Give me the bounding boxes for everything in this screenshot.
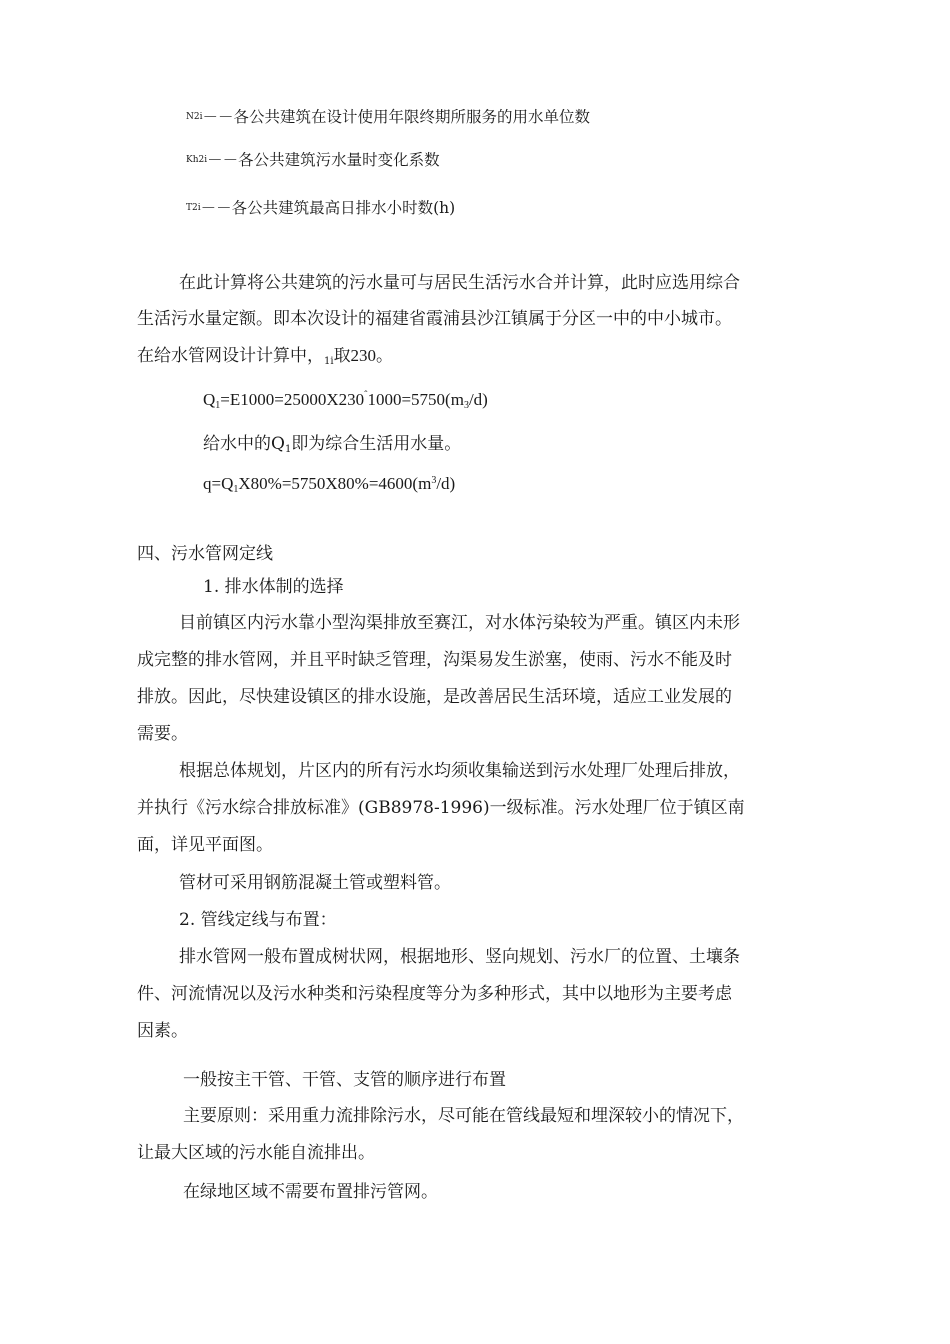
paragraph-line: 因素。: [137, 1021, 188, 1041]
paragraph-line: 管材可采用钢筋混凝土管或塑料管。: [179, 873, 451, 893]
paragraph-line: 排放。因此，尽快建设镇区的排水设施，是改善居民生活环境，适应工业发展的: [137, 687, 732, 707]
definition-text: －－各公共建筑污水量时变化系数: [207, 151, 440, 169]
paragraph-line: 并执行《污水综合排放标准》(GB8978-1996)一级标准。污水处理厂位于镇区南: [137, 798, 745, 818]
paragraph-line: 成完整的排水管网，并且平时缺乏管理，沟渠易发生淤塞，使雨、污水不能及时: [137, 650, 732, 670]
paragraph-line: 主要原则：采用重力流排除污水，尽可能在管线最短和埋深较小的情况下，: [183, 1106, 744, 1126]
definition-text: －－各公共建筑最高日排水小时数(h): [200, 199, 456, 217]
subscript: 1i: [324, 356, 334, 367]
paragraph-line: 让最大区域的污水能自流排出。: [137, 1143, 375, 1163]
symbol-t2i: T2i: [186, 203, 201, 213]
formula-q: $q=Q_1X80\%=5750X80\%=4600(m^3/d)$: [203, 474, 456, 495]
paragraph-line: 生活污水量定额。即本次设计的福建省霞浦县沙江镇属于分区一中的中小城市。: [137, 309, 732, 329]
paragraph-line: 需要。: [137, 724, 188, 744]
definition-text: －－各公共建筑在设计使用年限终期所服务的用水单位数: [202, 108, 590, 126]
paragraph-line: 在绿地区域不需要布置排污管网。: [183, 1182, 438, 1202]
paragraph-line: 面，详见平面图。: [137, 835, 273, 855]
paragraph-line: 在此计算将公共建筑的污水量可与居民生活污水合并计算，此时应选用综合: [179, 273, 740, 293]
paragraph-line: 目前镇区内污水靠小型沟渠排放至赛江，对水体污染较为严重。镇区内未形: [179, 613, 740, 633]
paragraph-line: 一般按主干管、干管、支管的顺序进行布置: [183, 1070, 506, 1090]
symbol-kh2i: Kh2i: [186, 155, 208, 165]
definition-t2i: [186, 197, 455, 219]
subsection-heading: 1. 排水体制的选择: [203, 577, 344, 597]
subsection-heading: 2. 管线定线与布置：: [179, 910, 337, 930]
paragraph-line: 在给水管网设计计算中，$_{1i}$取230。: [137, 346, 394, 367]
definition-n2i: [186, 106, 590, 128]
definition-kh2i: [186, 149, 440, 171]
paragraph-line: 件、河流情况以及污水种类和污染程度等分为多种形式，其中以地形为主要考虑: [137, 984, 732, 1004]
symbol-n2i: N2i: [186, 112, 203, 122]
section-heading: 四、污水管网定线: [137, 544, 273, 564]
paragraph-line: 根据总体规划，片区内的所有污水均须收集输送到污水处理厂处理后排放，: [179, 761, 740, 781]
paragraph-line: 排水管网一般布置成树状网，根据地形、竖向规划、污水厂的位置、土壤条: [179, 947, 740, 967]
note-line: 给水中的$Q_1$即为综合生活用水量。: [203, 434, 462, 455]
formula-q1: $Q_1=E1000=25000X230^ˆ1000=5750(m_3/d)$: [203, 390, 488, 411]
